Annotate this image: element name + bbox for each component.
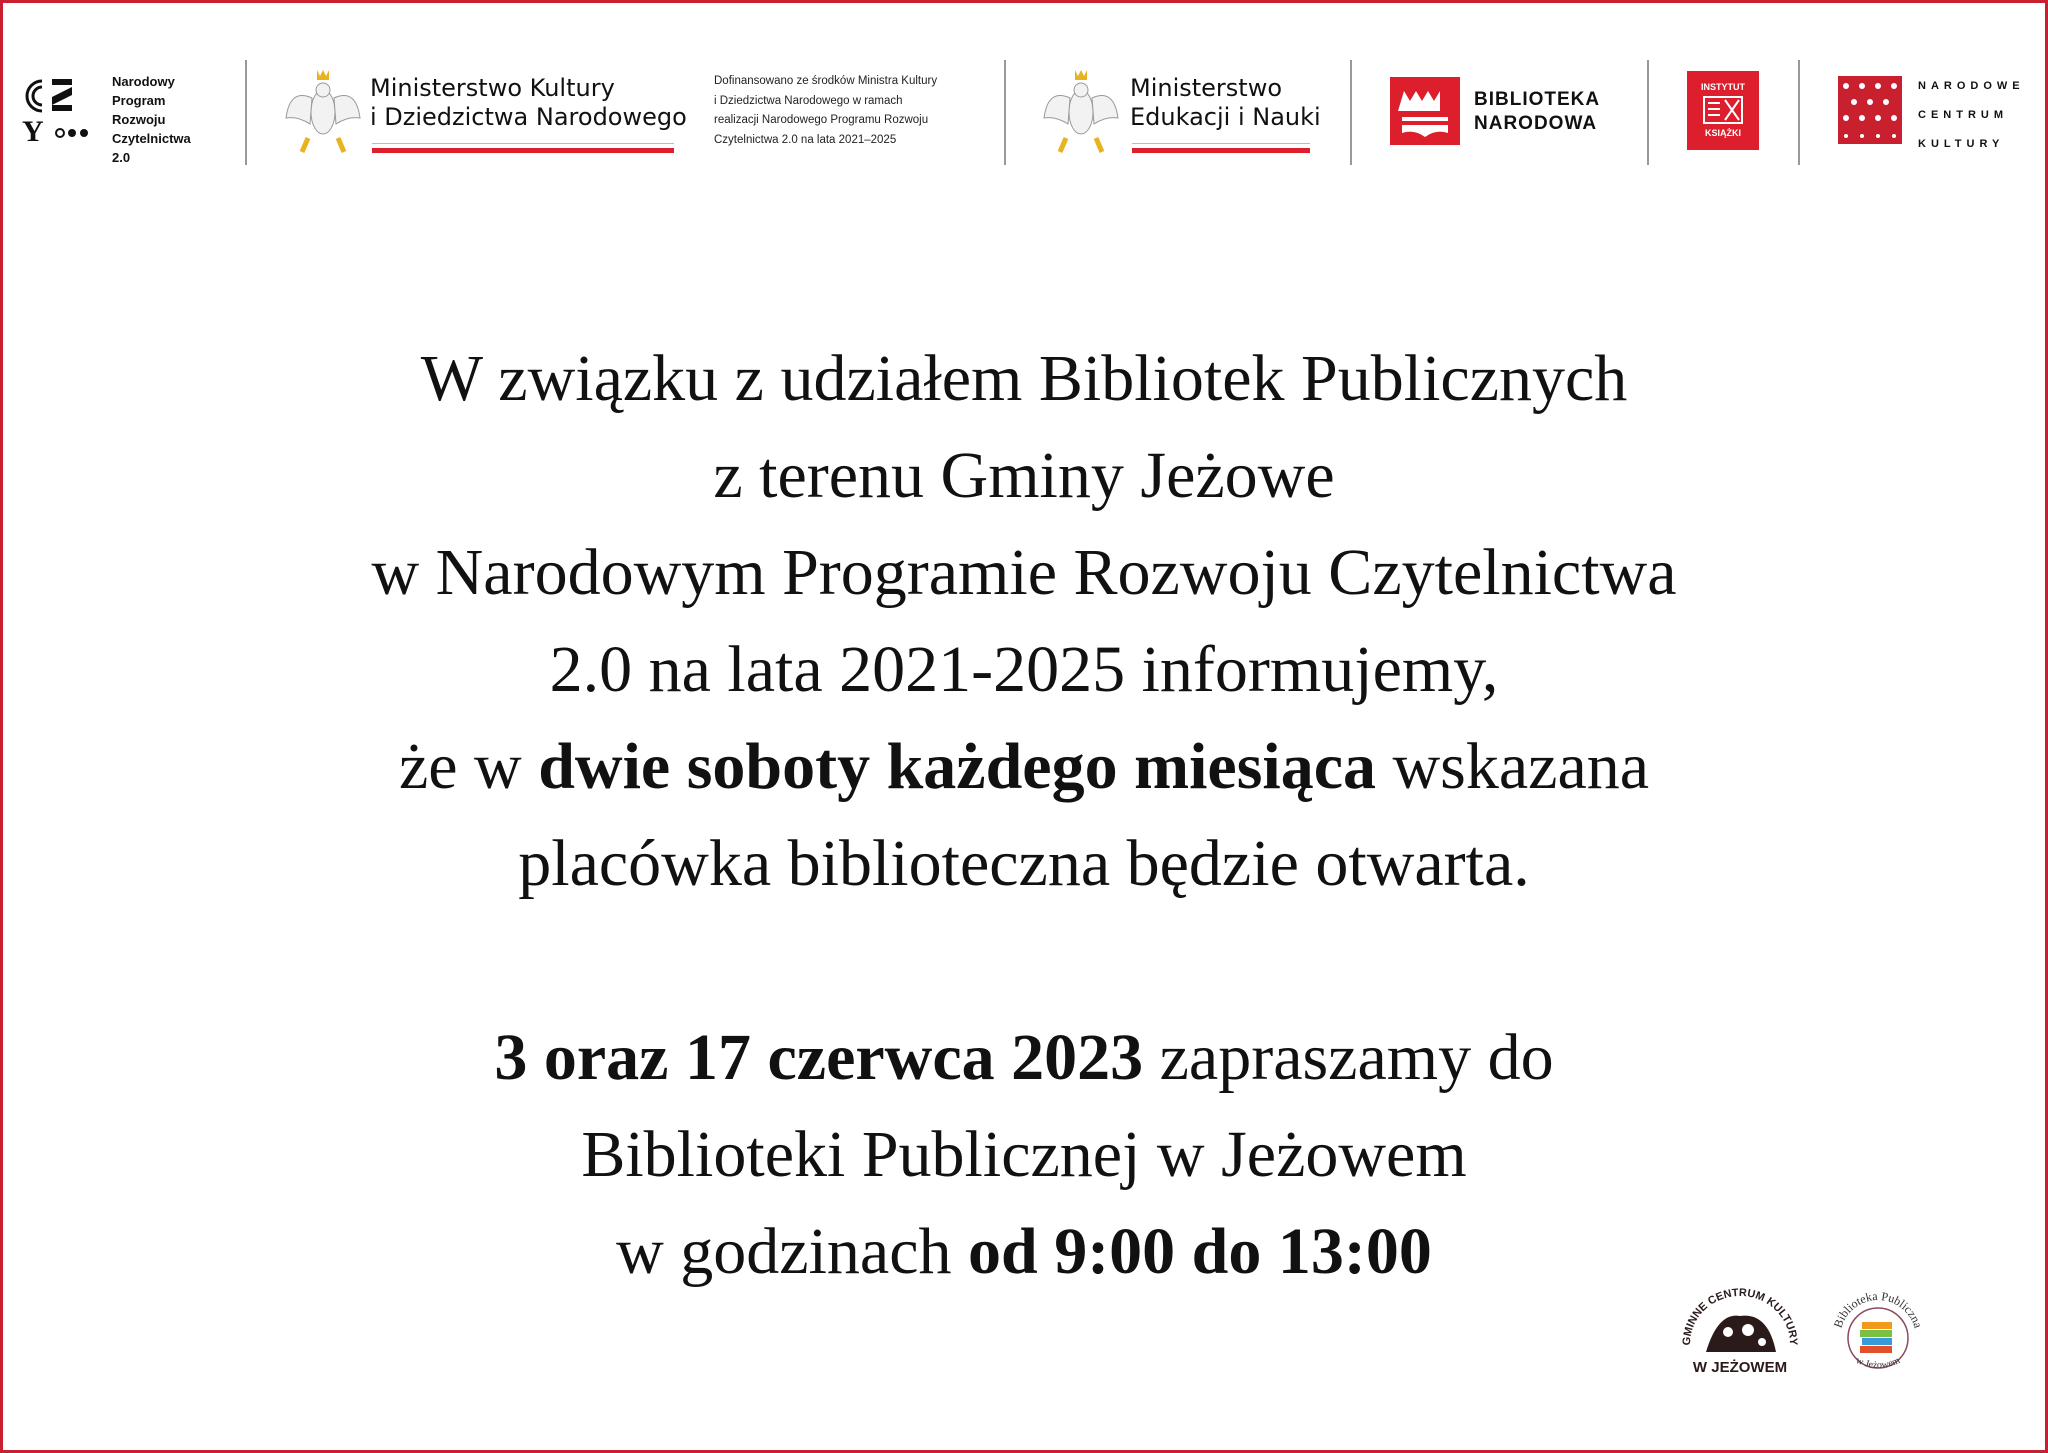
nck-logo-icon (1838, 76, 1902, 144)
announcement-line: z terenu Gminy Jeżowe (713, 439, 1335, 512)
nck-line3: KULTURY (1918, 138, 2005, 150)
nck-line1: NARODOWE (1918, 80, 2025, 92)
nck-text (1918, 72, 2025, 159)
announcement-line: Biblioteki Publicznej w Jeżowem (581, 1118, 1467, 1191)
nprc-line: Program (112, 93, 166, 108)
biblioteka-publiczna-logo (1826, 1278, 1930, 1382)
announcement-line (0, 1009, 2048, 1106)
book-x-icon (1703, 96, 1743, 124)
bp-bottom-text: w Jeżowem (1854, 1355, 1902, 1372)
gck-arc-text: GMINNE CENTRUM KULTURY (1680, 1286, 1800, 1346)
announcement-text (0, 330, 2048, 1300)
eagle-emblem-icon (1042, 68, 1120, 156)
crown-book-icon (1390, 77, 1460, 145)
nprc-line: 2.0 (112, 150, 131, 165)
mkidn-text (370, 74, 687, 132)
highlight-text: dwie soboty każdego miesiąca (538, 730, 1377, 803)
nprc-line: Narodowy (112, 74, 175, 89)
ik-line2: KSIĄŻKI (1705, 128, 1741, 138)
gck-bottom-text: W JEŻOWEM (1692, 1359, 1788, 1376)
nck-line2: CENTRUM (1918, 109, 2008, 121)
dates-text: 3 oraz 17 czerwca 2023 (494, 1021, 1144, 1094)
funding-note (714, 72, 937, 150)
text: wskazana (1376, 730, 1650, 803)
funding-line: Dofinansowano ze środków Ministra Kultury (714, 75, 938, 87)
mein-line1: Ministerstwo (1130, 74, 1283, 102)
divider (1350, 60, 1352, 165)
announcement-line: 2.0 na lata 2021-2025 informujemy, (549, 633, 1499, 706)
text: zapraszamy do (1143, 1021, 1554, 1094)
mein-text (1130, 74, 1321, 132)
bn-text (1474, 88, 1600, 136)
instytut-ksiazki-logo (1687, 71, 1759, 150)
flag-white-line (1132, 143, 1310, 144)
divider (1647, 60, 1649, 165)
ik-line1: INSTYTUT (1701, 82, 1745, 92)
mein-line2: Edukacji i Nauki (1130, 103, 1321, 131)
text: że w (398, 730, 539, 803)
divider (245, 60, 247, 165)
flag-red-stripe (1132, 148, 1310, 153)
eagle-emblem-icon (284, 68, 362, 156)
hours-text: od 9:00 do 13:00 (968, 1215, 1432, 1288)
nprc-logo (20, 75, 92, 145)
bn-line1: BIBLIOTEKA (1474, 89, 1601, 110)
nprc-text (112, 72, 191, 167)
nprc-mark-icon (20, 75, 92, 145)
text: w godzinach (616, 1215, 968, 1288)
flag-white-line (372, 143, 674, 144)
divider (1004, 60, 1006, 165)
svg-text:Y: Y (22, 115, 44, 145)
biblioteka-narodowa-logo (1390, 77, 1460, 145)
announcement-line (0, 718, 2048, 815)
nprc-line: Czytelnictwa (112, 131, 191, 146)
bn-line2: NARODOWA (1474, 113, 1598, 134)
divider (1798, 60, 1800, 165)
bp-arc-text: Biblioteka Publiczna (1830, 1288, 1926, 1330)
announcement-line: w Narodowym Programie Rozwoju Czytelnictwa (371, 536, 1677, 609)
announcement-line: W związku z udziałem Bibliotek Publicznych (420, 342, 1628, 415)
funding-line: i Dziedzictwa Narodowego w ramach (714, 94, 903, 107)
funding-line: Czytelnictwa 2.0 na lata 2021–2025 (714, 133, 897, 146)
nprc-line: Rozwoju (112, 112, 166, 127)
flag-red-stripe (372, 148, 674, 153)
mkidn-line1: Ministerstwo Kultury (370, 74, 615, 102)
funding-line: realizacji Narodowego Programu Rozwoju (714, 114, 929, 126)
announcement-line: placówka biblioteczna będzie otwarta. (518, 827, 1530, 900)
mkidn-line2: i Dziedzictwa Narodowego (370, 103, 687, 131)
gck-jezowe-logo (1678, 1282, 1802, 1376)
